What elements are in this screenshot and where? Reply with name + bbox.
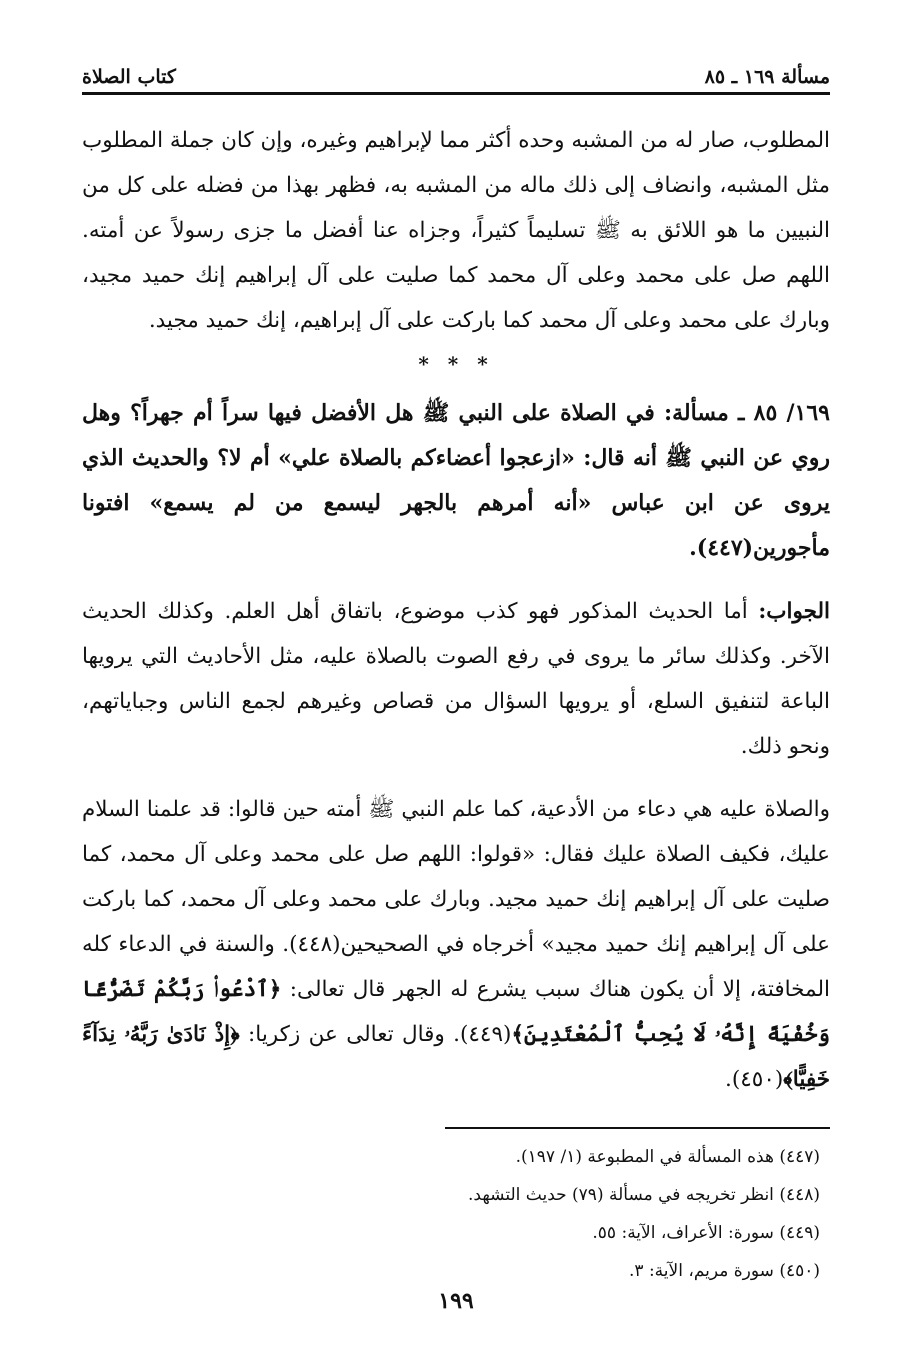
footnotes <box>82 1138 820 1290</box>
prayer-text-start: والصلاة عليه هي دعاء من الأدعية، كما علم النبي ﷺ أمته حين قالوا: قد علمنا السلام عليك، فكيف الصلاة عليك فقال: «قولوا: اللهم صل على محمد وعلى آل محمد، كما صليت على آل إبراهيم إنك حميد مجيد. وبارك على محمد وعلى آل محمد، كما باركت على آل إبراهيم إنك حميد مجيد» أخرجاه في الصحيحين(٤٤٨). والسنة في الدعاء كله المخافتة، إلا أن يكون هناك سبب يشرع له الجهر قال تعالى: <box>82 797 830 1002</box>
main-text <box>82 118 830 1102</box>
quran-verse-1: ﴿ٱدْعُوا۟ رَبَّكُمْ تَضَرُّعًا وَخُفْيَةً إِنَّهُۥ لَا يُحِبُّ ٱلْمُعْتَدِينَ﴾ <box>82 977 830 1047</box>
header-section-number: مسألة ١٦٩ ـ ٨٥ <box>704 66 830 88</box>
footnote-447: (٤٤٧) هذه المسألة في المطبوعة (١/ ١٩٧). <box>515 1147 820 1167</box>
answer-paragraph <box>82 589 830 769</box>
prayer-text-mid: (٤٤٩). وقال تعالى عن زكريا: <box>239 1022 512 1047</box>
page-number: ١٩٩ <box>438 1288 474 1314</box>
quran-verse-2: ﴿إِذْ نَادَىٰ رَبَّهُۥ نِدَآءً خَفِيًّا﴾ <box>82 1022 830 1092</box>
paragraph-continuation: المطلوب، صار له من المشبه وحده أكثر مما لإبراهيم وغيره، وإن كان جملة المطلوب مثل المشبه، وانضاف إلى ذلك ماله من المشبه به، فظهر بهذا من فضله على كل من النبيين ما هو اللائق به ﷺ تسليماً كثيراً، وجزاه عنا أفضل ما جزى رسولاً عن أمته. اللهم صل على محمد وعلى آل محمد كما صليت على آل إبراهيم إنك حميد مجيد، وبارك على محمد وعلى آل محمد كما باركت على آل إبراهيم، إنك حميد مجيد. <box>82 128 830 333</box>
footnote-450: (٤٥٠) سورة مريم، الآية: ٣. <box>629 1261 820 1281</box>
running-header <box>82 52 830 88</box>
section-separator: * * * <box>418 352 494 376</box>
footnote-448: (٤٤٨) انظر تخريجه في مسألة (٧٩) حديث التشهد. <box>468 1185 820 1205</box>
header-rule <box>82 92 830 95</box>
prayer-text-end: (٤٥٠). <box>724 1067 784 1092</box>
footnote-rule <box>445 1127 830 1129</box>
footnote-449: (٤٤٩) سورة: الأعراف، الآية: ٥٥. <box>592 1223 820 1243</box>
prayer-paragraph <box>82 787 830 1102</box>
answer-text: أما الحديث المذكور فهو كذب موضوع، باتفاق أهل العلم. وكذلك الحديث الآخر. وكذلك سائر ما يروى في رفع الصوت بالصلاة عليه، مثل الأحاديث التي يرويها الباعة لتنفيق السلع، أو يرويها السؤال من قصاص وغيرهم لجمع الناس وجباياتهم، ونحو ذلك. <box>82 599 830 759</box>
header-book-title: كتاب الصلاة <box>82 66 176 88</box>
question-paragraph: ١٦٩/ ٨٥ ـ مسألة: في الصلاة على النبي ﷺ هل الأفضل فيها سراً أم جهراً؟ وهل روي عن النبي ﷺ أنه قال: «ازعجوا أعضاءكم بالصلاة علي» أم لا؟ والحديث الذي يروى عن ابن عباس «أنه أمرهم بالجهر ليسمع من لم يسمع» افتونا مأجورين(٤٤٧). <box>82 400 830 561</box>
answer-label: الجواب: <box>758 599 830 624</box>
